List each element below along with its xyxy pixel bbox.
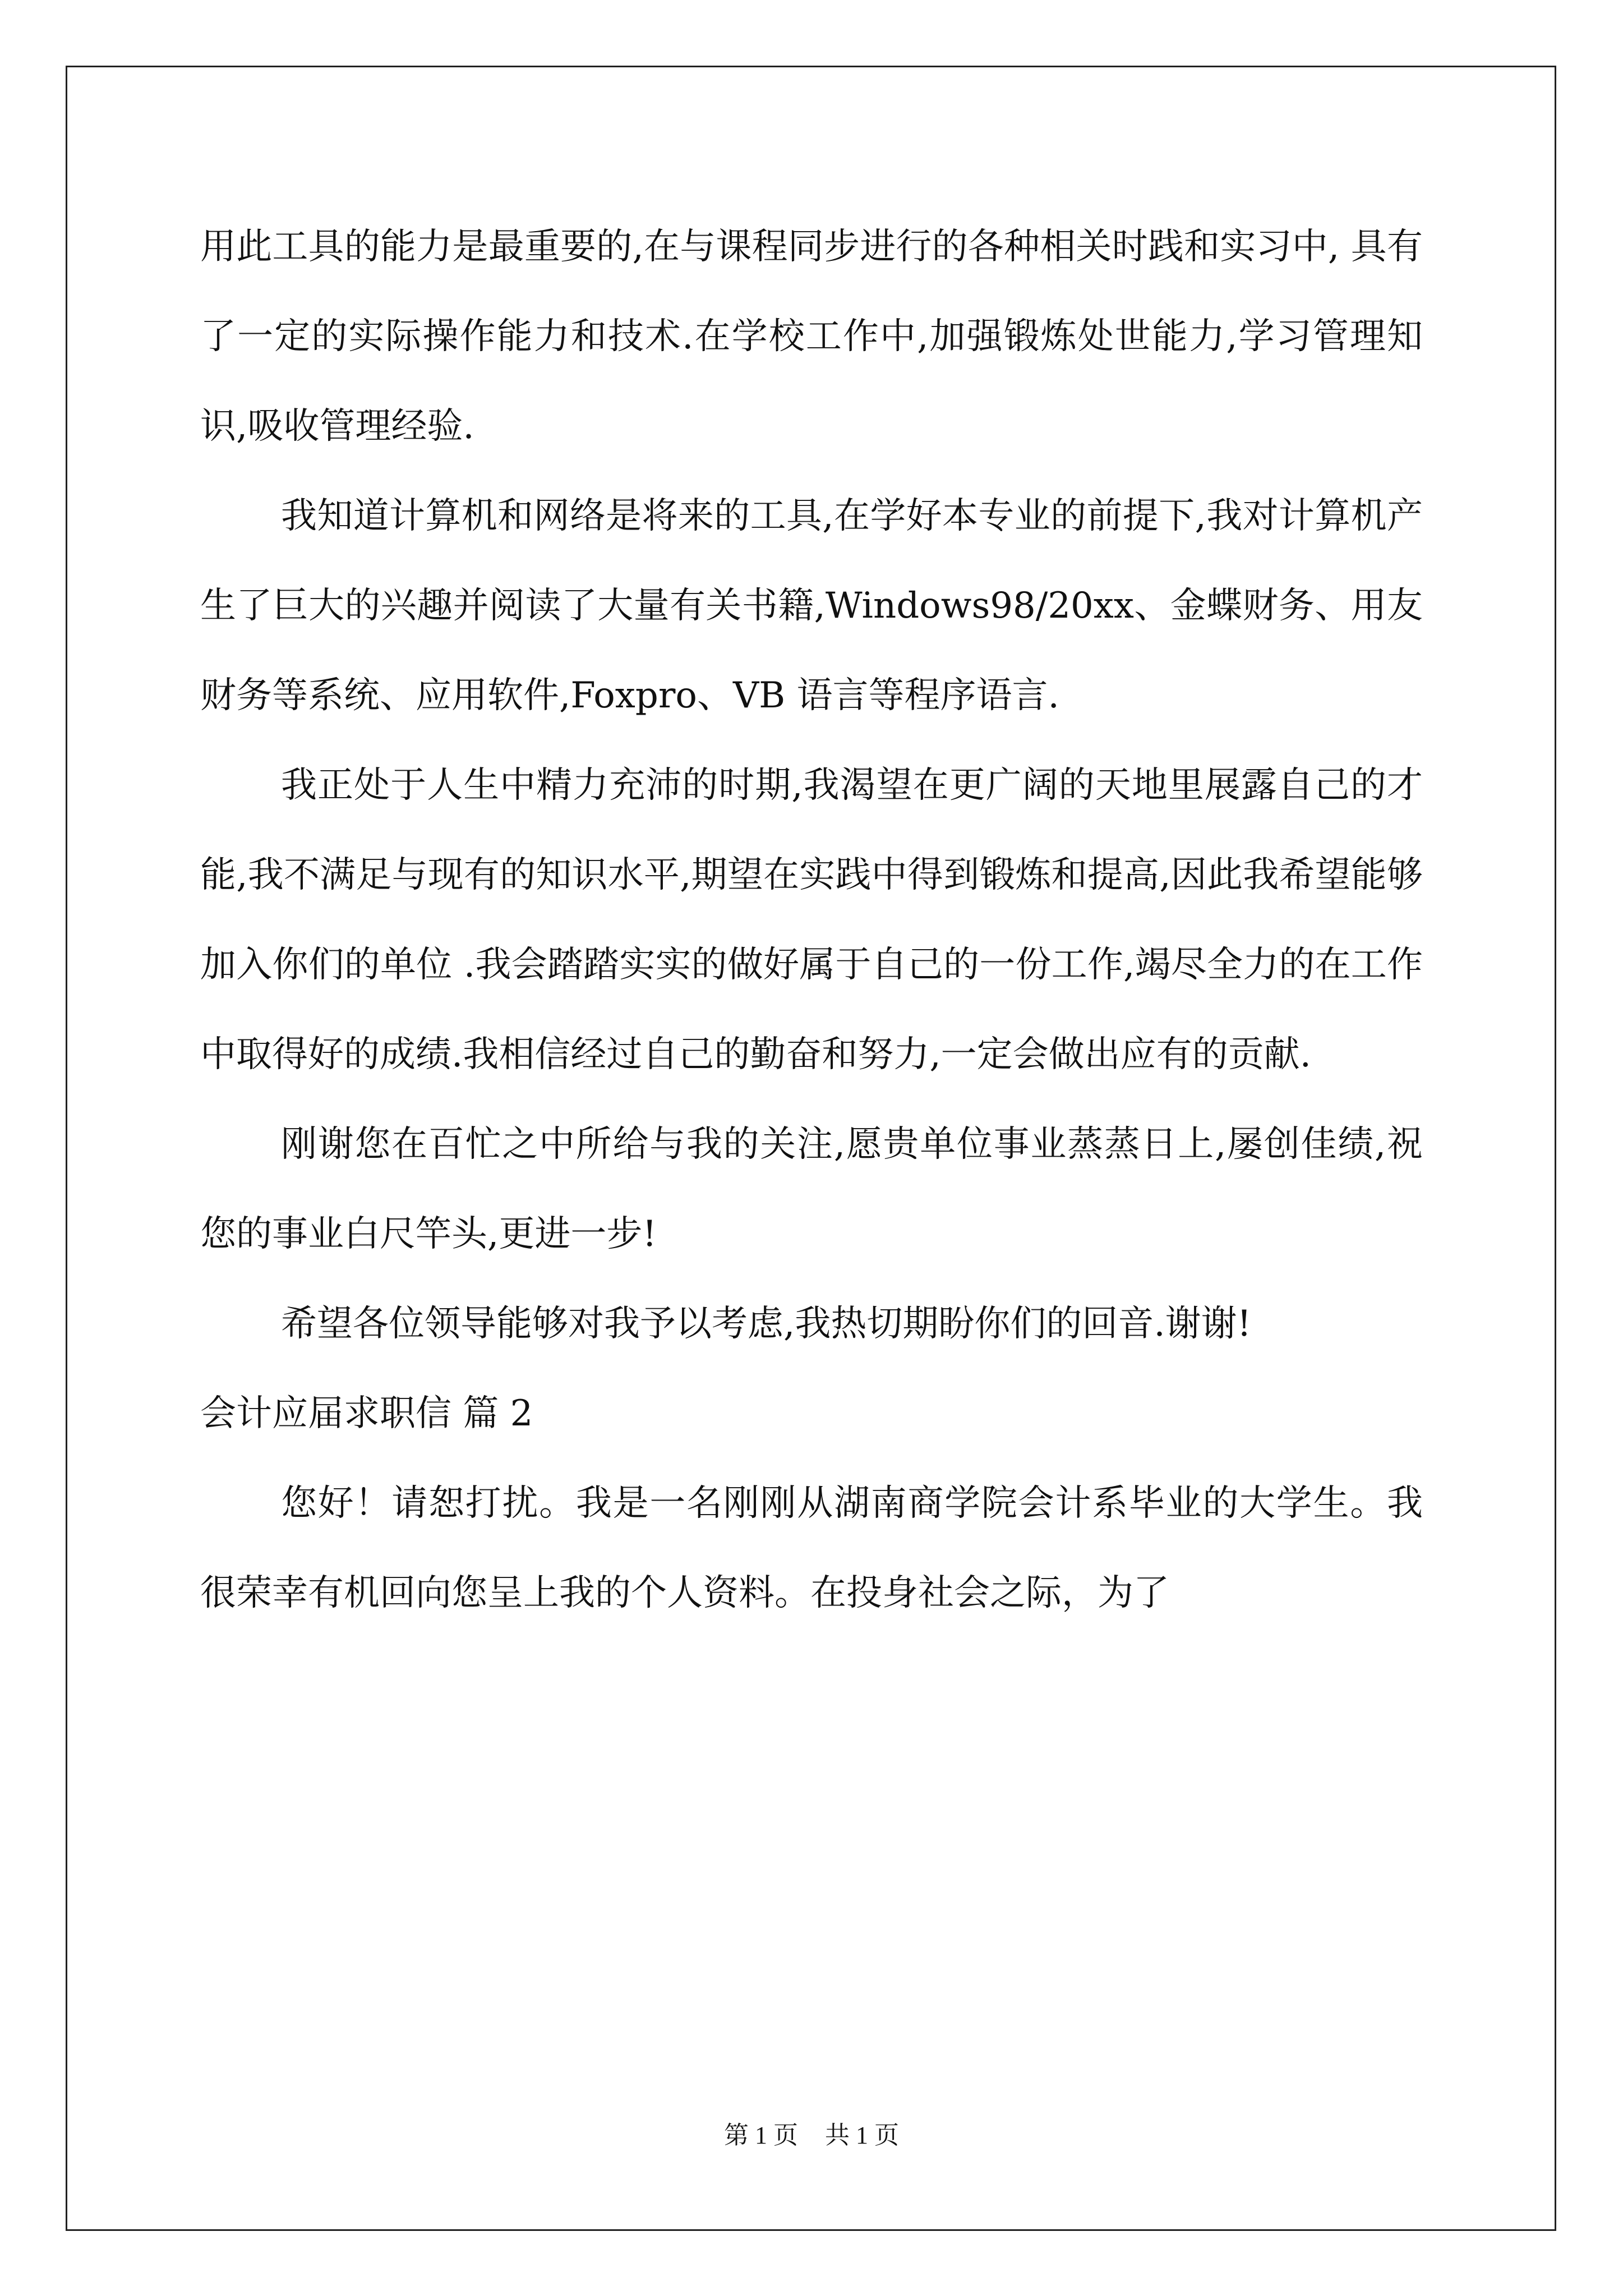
- paragraph-6: 您好！请恕打扰。我是一名刚刚从湖南商学院会计系毕业的大学生。我很荣幸有机回向您呈上我的个人资料。在投身社会之际，为了: [200, 1483, 1423, 1614]
- document-body: [200, 202, 1423, 1638]
- paragraph-2: 我知道计算机和网络是将来的工具,在学好本专业的前提下,我对计算机产生了巨大的兴趣并阅读了大量有关书籍,Windows98/20xx、金蝶财务、用友财务等系统、应用软件,Foxpro、VB 语言等程序语言.: [200, 495, 1423, 716]
- paragraph-4: 刚谢您在百忙之中所给与我的关注,愿贵单位事业蒸蒸日上,屡创佳绩,祝您的事业白尺竿头,更进一步!: [200, 1124, 1423, 1255]
- page-footer: [0, 2115, 1623, 2151]
- page-number: 第 1 页: [724, 2122, 798, 2149]
- section-heading: 会计应届求职信 篇 2: [200, 1393, 533, 1434]
- page-total: 共 1 页: [825, 2122, 899, 2149]
- paragraph-1: 用此工具的能力是最重要的,在与课程同步进行的各种相关时践和实习中, 具有了一定的实际操作能力和技术.在学校工作中,加强锻炼处世能力,学习管理知识,吸收管理经验.: [200, 226, 1423, 447]
- paragraph-3: 我正处于人生中精力充沛的时期,我渴望在更广阔的天地里展露自己的才能,我不满足与现有的知识水平,期望在实践中得到锻炼和提高,因此我希望能够加入你们的单位 .我会踏踏实实的做好属于自己的一份工作,竭尽全力的在工作中取得好的成绩.我相信经过自己的勤奋和努力,一定会做出应有的贡献.: [200, 765, 1423, 1075]
- paragraph-5: 希望各位领导能够对我予以考虑,我热切期盼你们的回音.谢谢!: [281, 1303, 1252, 1345]
